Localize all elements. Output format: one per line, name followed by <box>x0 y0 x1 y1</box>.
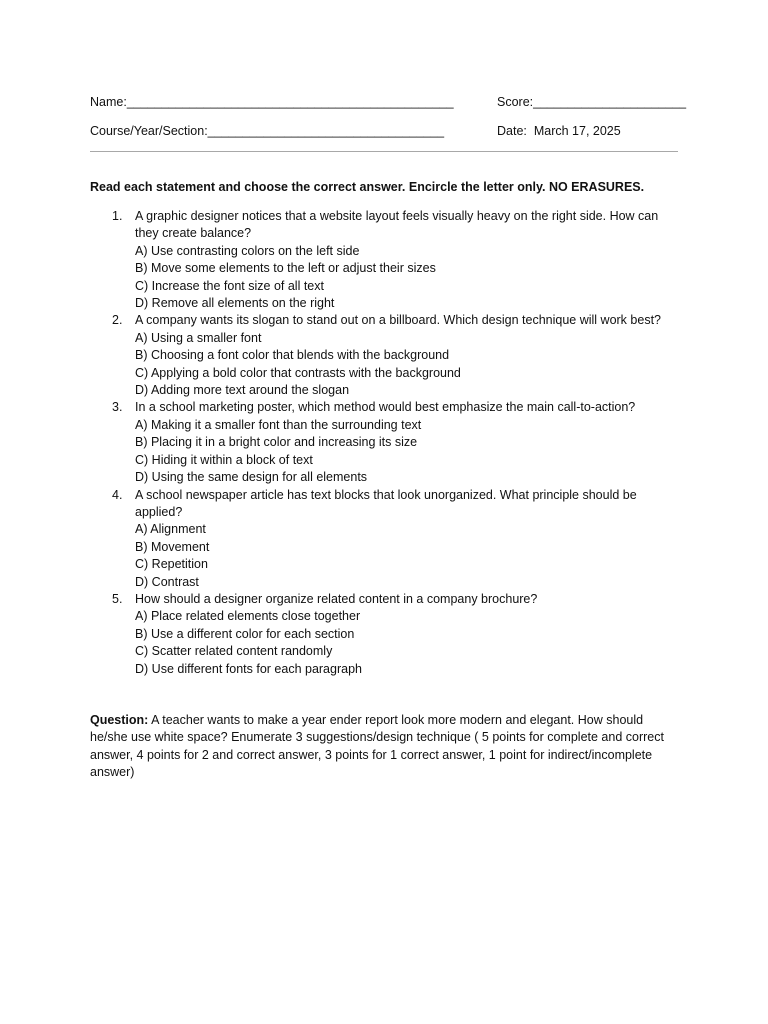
score-label: Score: <box>497 95 534 109</box>
option-a[interactable]: A) Using a smaller font <box>135 330 262 345</box>
header-divider <box>90 151 678 152</box>
question-text: A school newspaper article has text blocks that look unorganized. What principle should be applied? <box>135 487 637 519</box>
option-a[interactable]: A) Alignment <box>135 522 206 537</box>
option-c[interactable]: C) Hiding it within a block of text <box>135 452 313 467</box>
score-field[interactable] <box>497 92 686 112</box>
question-number: 3. <box>112 400 123 415</box>
header-row-section-date <box>90 121 678 141</box>
section-blank-line[interactable]: __________________________________ <box>207 124 445 138</box>
question-list <box>90 208 682 678</box>
instructions-text: Read each statement and choose the correct answer. Encircle the letter only. NO ERASURES. <box>90 180 645 194</box>
option-d[interactable]: D) Use different fonts for each paragraph <box>135 661 362 676</box>
option-b[interactable]: B) Use a different color for each section <box>135 626 355 641</box>
question-text: A company wants its slogan to stand out on a billboard. Which design technique will work best? <box>135 313 661 328</box>
option-c[interactable]: C) Repetition <box>135 557 208 572</box>
option-c[interactable]: C) Increase the font size of all text <box>135 278 324 293</box>
option-b[interactable]: B) Choosing a font color that blends with the background <box>135 348 450 363</box>
question-number: 2. <box>112 313 123 328</box>
option-b[interactable]: B) Placing it in a bright color and increasing its size <box>135 435 418 450</box>
date-field <box>497 121 621 141</box>
option-d[interactable]: D) Remove all elements on the right <box>135 296 335 311</box>
section-label: Course/Year/Section: <box>90 124 208 138</box>
header-row-name-score <box>90 92 687 112</box>
option-b[interactable]: B) Movement <box>135 539 210 554</box>
option-c[interactable]: C) Applying a bold color that contrasts with the background <box>135 365 461 380</box>
option-d[interactable]: D) Adding more text around the slogan <box>135 383 350 398</box>
option-b[interactable]: B) Move some elements to the left or adjust their sizes <box>135 261 436 276</box>
section-field[interactable] <box>90 121 444 141</box>
question-item <box>90 312 682 399</box>
question-item <box>90 399 682 486</box>
option-d[interactable]: D) Using the same design for all elements <box>135 470 368 485</box>
name-label: Name: <box>90 95 127 109</box>
name-blank-line[interactable]: _______________________________________________ <box>126 95 454 109</box>
question-number: 1. <box>112 209 123 223</box>
question-item <box>90 591 682 678</box>
question-item <box>90 487 682 591</box>
question-number: 4. <box>112 487 123 502</box>
essay-question <box>90 712 680 782</box>
essay-text: A teacher wants to make a year ender report look more modern and elegant. How should he/she use white space? Enumerate 3 suggestions/design technique ( 5 points for complete and correct answer, 4 points for 2 and correct answer, 3 points for 1 correct answer, 1 point for indirect/incomplete answer) <box>90 713 664 780</box>
option-a[interactable]: A) Making it a smaller font than the surrounding text <box>135 417 422 432</box>
name-field[interactable] <box>90 92 454 112</box>
option-d[interactable]: D) Contrast <box>135 574 199 589</box>
question-item <box>90 208 682 312</box>
question-text: A graphic designer notices that a website layout feels visually heavy on the right side. How can they create balance? <box>135 209 659 241</box>
date-label: Date: <box>497 124 527 138</box>
question-number: 5. <box>112 591 123 606</box>
score-blank-line[interactable]: ______________________ <box>533 95 687 109</box>
essay-label: Question: <box>90 713 149 727</box>
option-c[interactable]: C) Scatter related content randomly <box>135 644 333 659</box>
question-text: How should a designer organize related content in a company brochure? <box>135 591 538 606</box>
question-text: In a school marketing poster, which method would best emphasize the main call-to-action? <box>135 400 636 415</box>
date-value: March 17, 2025 <box>533 124 621 138</box>
option-a[interactable]: A) Place related elements close together <box>135 609 361 624</box>
option-a[interactable]: A) Use contrasting colors on the left side <box>135 243 360 258</box>
